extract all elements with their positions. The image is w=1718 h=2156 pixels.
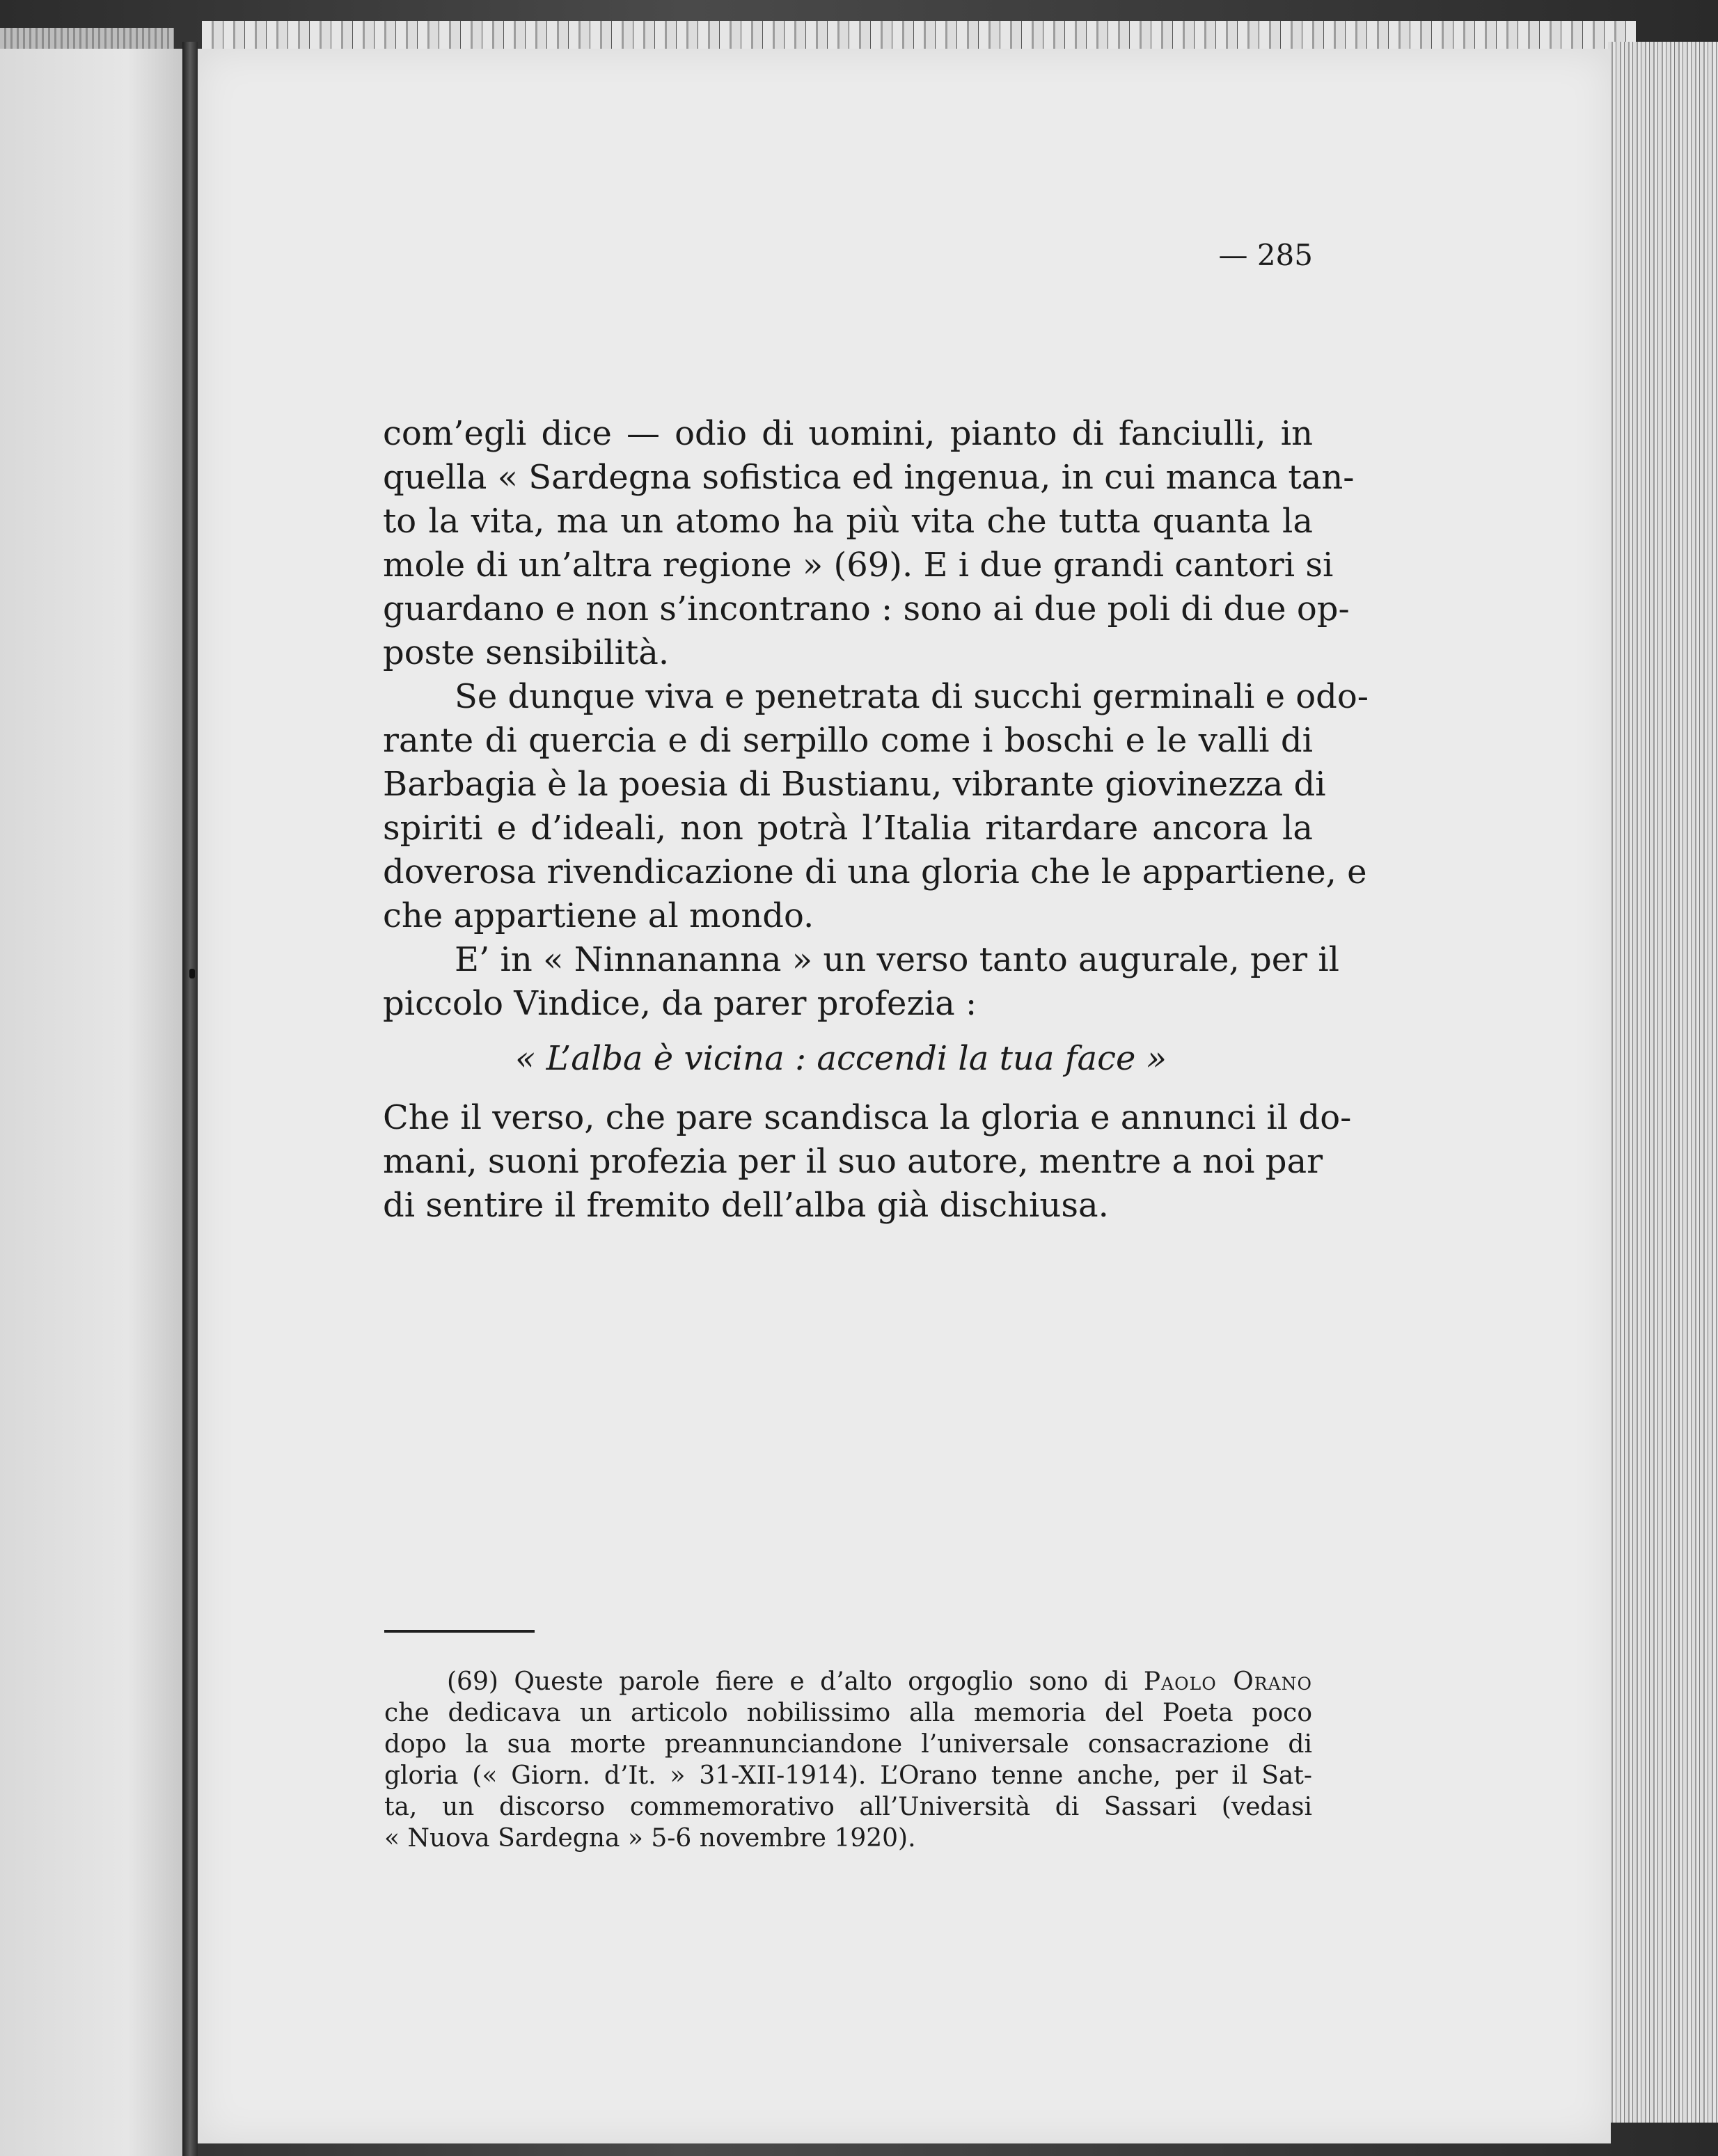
text-line: Se dunque viva e penetrata di succhi germinali e odo- bbox=[455, 677, 1369, 716]
footnote bbox=[384, 1666, 1312, 1854]
left-page-edge bbox=[0, 28, 174, 51]
text-line: doverosa rivendicazione di una gloria che le appartiene, e bbox=[383, 853, 1367, 891]
text-line: di sentire il fremito dell’alba già dischiusa. bbox=[383, 1186, 1109, 1225]
text-line: piccolo Vindice, da parer profezia : bbox=[383, 984, 977, 1023]
main-text bbox=[383, 412, 1369, 1228]
page-number: — 285 bbox=[1218, 238, 1313, 272]
footnote-author: Paolo Orano bbox=[1143, 1667, 1312, 1696]
footnote-line: gloria (« Giorn. d’It. » 31-XII-1914). L’Orano tenne anche, per il Sat- bbox=[384, 1761, 1312, 1790]
text-line: Che il verso, che pare scandisca la gloria e annunci il do- bbox=[383, 1098, 1352, 1137]
text-line: com’egli dice — odio di uomini, pianto di fanciulli, in bbox=[383, 414, 1313, 453]
page-stack-top-edge bbox=[202, 21, 1636, 49]
page-stack-right-edge bbox=[1608, 42, 1718, 2123]
footnote-line: che dedicava un articolo nobilissimo alla memoria del Poeta poco bbox=[384, 1699, 1312, 1727]
footnote-line: ta, un discorso commemorativo all’Università di Sassari (vedasi bbox=[384, 1793, 1312, 1821]
text-line: spiriti e d’ideali, non potrà l’Italia ritardare ancora la bbox=[383, 809, 1313, 848]
footnote-line: « Nuova Sardegna » 5-6 novembre 1920). bbox=[384, 1824, 916, 1853]
text-line: guardano e non s’incontrano : sono ai due poli di due op- bbox=[383, 589, 1350, 628]
paragraph-3 bbox=[383, 938, 1340, 1026]
text-line: Barbagia è la poesia di Bustianu, vibrante giovinezza di bbox=[383, 765, 1326, 804]
text-line: che appartiene al mondo. bbox=[383, 896, 814, 935]
text-line: poste sensibilità. bbox=[383, 633, 670, 672]
footnote-line: dopo la sua morte preannunciandone l’universale consacrazione di bbox=[384, 1730, 1312, 1759]
text-line: E’ in « Ninnananna » un verso tanto augurale, per il bbox=[455, 940, 1340, 979]
footnote-text: (69) Queste parole fiere e d’alto orgoglio sono di bbox=[447, 1667, 1144, 1696]
footnote-separator bbox=[384, 1630, 535, 1633]
text-line: mani, suoni profezia per il suo autore, mentre a noi par bbox=[383, 1142, 1323, 1181]
paragraph-4 bbox=[383, 1096, 1352, 1228]
paragraph-1 bbox=[383, 412, 1355, 675]
book-gutter bbox=[182, 42, 198, 2156]
text-line: mole di un’altra regione » (69). E i due grandi cantori si bbox=[383, 546, 1334, 585]
text-line: quella « Sardegna sofistica ed ingenua, in cui manca tan- bbox=[383, 458, 1355, 497]
text-line: to la vita, ma un atomo ha più vita che tutta quanta la bbox=[383, 502, 1313, 541]
paragraph-2 bbox=[383, 675, 1369, 938]
footnote-line bbox=[384, 1666, 1312, 1697]
verse-quotation: « L’alba è vicina : accendi la tua face » bbox=[514, 1039, 1167, 1078]
left-page bbox=[0, 49, 182, 2156]
binding-mark bbox=[189, 969, 195, 978]
text-line: rante di quercia e di serpillo come i boschi e le valli di bbox=[383, 721, 1313, 760]
